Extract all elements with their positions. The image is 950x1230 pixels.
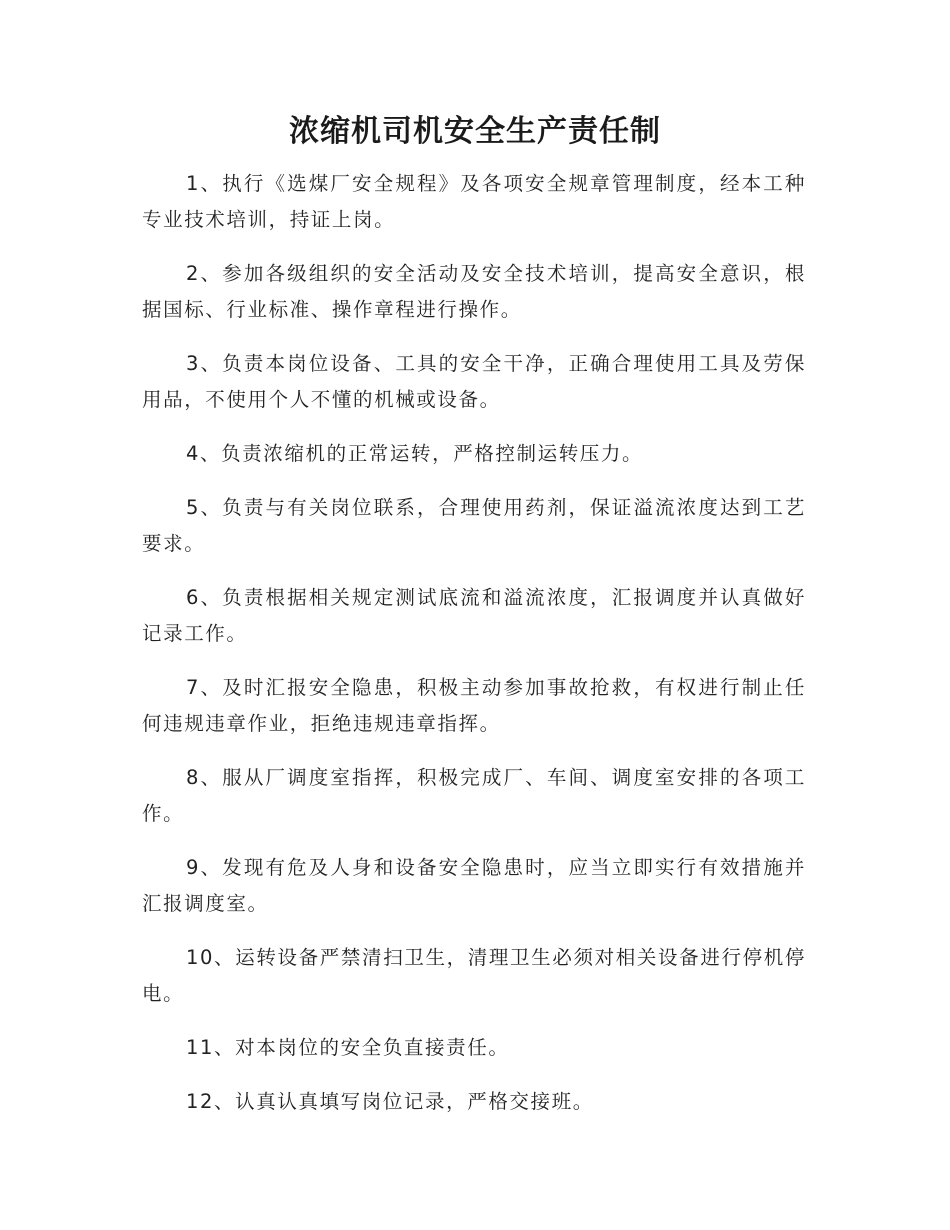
paragraph-7: 7、及时汇报安全隐患，积极主动参加事故抢救，有权进行制止任何违规违章作业，拒绝违规违章指挥。	[142, 676, 806, 735]
paragraph-4: 4、负责浓缩机的正常运转，严格控制运转压力。	[186, 442, 644, 465]
document-body	[142, 166, 806, 1138]
paragraph-10: 10、运转设备严禁清扫卫生，清理卫生必须对相关设备进行停机停电。	[142, 946, 806, 1005]
paragraph-11: 11、对本岗位的安全负直接责任。	[186, 1036, 510, 1059]
paragraph-3: 3、负责本岗位设备、工具的安全干净，正确合理使用工具及劳保用品，不使用个人不懂的机械或设备。	[142, 352, 806, 411]
paragraph-1: 1、执行《选煤厂安全规程》及各项安全规章管理制度，经本工种专业技术培训，持证上岗。	[142, 172, 806, 231]
paragraph-9: 9、发现有危及人身和设备安全隐患时，应当立即实行有效措施并汇报调度室。	[142, 856, 806, 915]
document-title: 浓缩机司机安全生产责任制	[289, 114, 661, 149]
paragraph-2: 2、参加各级组织的安全活动及安全技术培训，提高安全意识，根据国标、行业标准、操作章程进行操作。	[142, 262, 806, 321]
paragraph-5: 5、负责与有关岗位联系，合理使用药剂，保证溢流浓度达到工艺要求。	[142, 496, 806, 555]
paragraph-6: 6、负责根据相关规定测试底流和溢流浓度，汇报调度并认真做好记录工作。	[142, 586, 806, 645]
paragraph-12: 12、认真认真填写岗位记录，严格交接班。	[186, 1090, 594, 1113]
paragraph-8: 8、服从厂调度室指挥，积极完成厂、车间、调度室安排的各项工作。	[142, 766, 806, 825]
